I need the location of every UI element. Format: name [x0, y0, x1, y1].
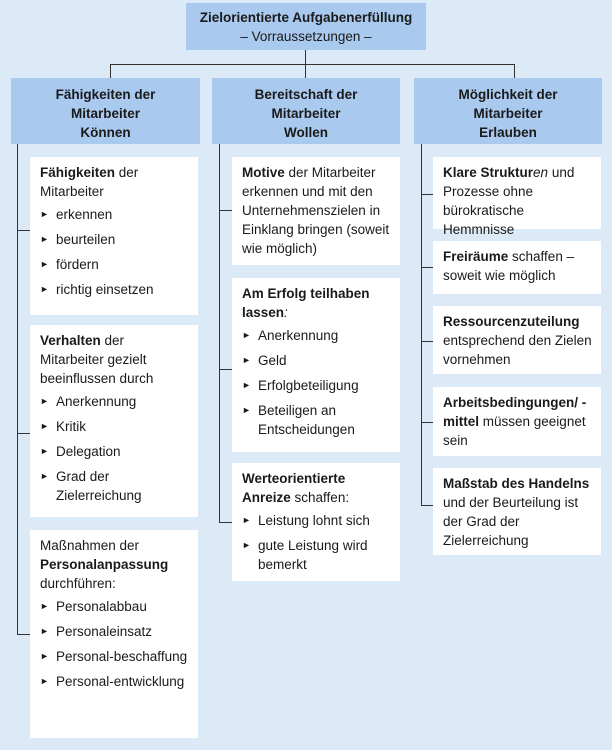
triangle-right-icon: ►	[40, 446, 49, 456]
list-item: ► Geld	[242, 353, 287, 368]
list-item: ► Leistung lohnt sich	[242, 513, 370, 528]
bullet-list	[242, 511, 392, 574]
list-item: ► Kritik	[40, 419, 86, 434]
bullet-list	[40, 392, 190, 505]
triangle-right-icon: ►	[40, 396, 49, 406]
connector-horizontal	[110, 64, 515, 65]
box-erfolg	[232, 278, 400, 452]
column-head-line: Mitarbeiter	[473, 106, 543, 121]
box-arbeitsbedingungen	[433, 387, 601, 456]
triangle-right-icon: ►	[40, 626, 49, 636]
col3-branch-2	[421, 267, 433, 268]
triangle-right-icon: ►	[40, 209, 49, 219]
box-text: Maßstab des Handelns und der Beurteilung ist der Grad der Zielerreichung	[443, 476, 590, 548]
root-title: Zielorientierte Aufgabenerfüllung	[199, 10, 413, 25]
column-head-line: Wollen	[283, 125, 328, 140]
list-item: ► Anerkennung	[40, 394, 137, 409]
triangle-right-icon: ►	[242, 330, 251, 340]
col2-branch-2	[219, 369, 232, 370]
column-head-line: Mitarbeiter	[271, 106, 341, 121]
triangle-right-icon: ►	[40, 651, 49, 661]
triangle-right-icon: ►	[40, 234, 49, 244]
box-text: Freiräume schaffen – soweit wie möglich	[443, 249, 575, 283]
list-item: ► Personal-entwicklung	[40, 674, 185, 689]
list-item: ► Personalabbau	[40, 599, 147, 614]
box-freiraeume	[433, 241, 601, 294]
list-item: ► Delegation	[40, 444, 121, 459]
triangle-right-icon: ►	[242, 405, 251, 415]
box-heading: Fähigkeiten der Mitarbeiter	[40, 165, 139, 199]
column-head-line: Mitarbeiter	[70, 106, 141, 121]
triangle-right-icon: ►	[40, 259, 49, 269]
list-item: ► richtig einsetzen	[40, 282, 154, 297]
col1-branch-2	[17, 433, 30, 434]
box-motive	[232, 157, 400, 265]
col3-branch-5	[421, 505, 433, 506]
list-item: ► Grad der Zielerreichung	[40, 469, 142, 503]
box-strukturen	[433, 157, 601, 237]
triangle-right-icon: ►	[40, 284, 49, 294]
triangle-right-icon: ►	[242, 540, 251, 550]
connector-top-vertical	[305, 50, 306, 64]
box-massstab	[433, 468, 601, 555]
triangle-right-icon: ►	[242, 355, 251, 365]
box-heading: Maßnahmen der Personalanpassung durchführen:	[40, 538, 169, 591]
list-item: ► gute Leistung wird bemerkt	[242, 538, 368, 572]
column-head-koennen	[11, 78, 200, 144]
box-faehigkeiten	[30, 157, 198, 315]
column-head-line: Können	[80, 125, 131, 140]
col3-branch-4	[421, 422, 433, 423]
column-head-wollen	[212, 78, 400, 144]
root-node	[186, 3, 426, 50]
col2-branch-3	[219, 522, 232, 523]
list-item: ► beurteilen	[40, 232, 116, 247]
col1-branch-1	[17, 230, 30, 231]
box-text: Motive der Mitarbeiter erkennen und mit den Unternehmenszielen in Einklang bringen (soweit wie möglich)	[242, 165, 390, 256]
box-verhalten	[30, 325, 198, 517]
list-item: ► Beteiligen an Entscheidungen	[242, 403, 355, 437]
column-head-erlauben	[414, 78, 602, 144]
box-heading: Am Erfolg teilhaben lassen:	[242, 286, 370, 320]
column-head-line: Bereitschaft der	[254, 87, 358, 102]
box-heading: Verhalten der Mitarbeiter gezielt beeinflussen durch	[40, 333, 154, 386]
box-heading: Werteorientierte Anreize schaffen:	[242, 471, 350, 505]
bullet-list	[242, 326, 392, 439]
col3-branch-1	[421, 194, 433, 195]
triangle-right-icon: ►	[40, 601, 49, 611]
box-anreize	[232, 463, 400, 581]
bullet-list	[40, 597, 190, 691]
list-item: ► Personal-beschaffung	[40, 649, 188, 664]
box-text: Ressourcenzuteilung entsprechend den Zielen vornehmen	[443, 314, 592, 367]
column-head-line: Fähigkeiten der	[55, 87, 156, 102]
col2-branch-1	[219, 210, 232, 211]
box-ressourcen	[433, 306, 601, 374]
list-item: ► erkennen	[40, 207, 113, 222]
triangle-right-icon: ►	[242, 380, 251, 390]
box-text: Arbeitsbedingungen/ -mittel müssen geeignet sein	[443, 395, 587, 448]
col2-spine	[219, 144, 220, 522]
triangle-right-icon: ►	[40, 421, 49, 431]
column-head-line: Möglichkeit der	[458, 87, 558, 102]
triangle-right-icon: ►	[40, 471, 49, 481]
list-item: ► fördern	[40, 257, 99, 272]
col1-branch-3	[17, 634, 30, 635]
box-text: Klare Strukturen und Prozesse ohne bürokratische Hemmnisse	[443, 165, 575, 237]
connector-col2	[305, 64, 306, 78]
connector-col1	[110, 64, 111, 78]
list-item: ► Anerkennung	[242, 328, 339, 343]
box-personalanpassung	[30, 530, 198, 738]
col3-branch-3	[421, 341, 433, 342]
col1-spine	[17, 144, 18, 635]
list-item: ► Erfolgbeteiligung	[242, 378, 359, 393]
column-head-line: Erlauben	[479, 125, 537, 140]
triangle-right-icon: ►	[40, 676, 49, 686]
list-item: ► Personaleinsatz	[40, 624, 153, 639]
connector-col3	[514, 64, 515, 78]
bullet-list	[40, 205, 190, 299]
col3-spine	[421, 144, 422, 505]
triangle-right-icon: ►	[242, 515, 251, 525]
root-subtitle: – Vorraussetzungen –	[240, 29, 372, 44]
